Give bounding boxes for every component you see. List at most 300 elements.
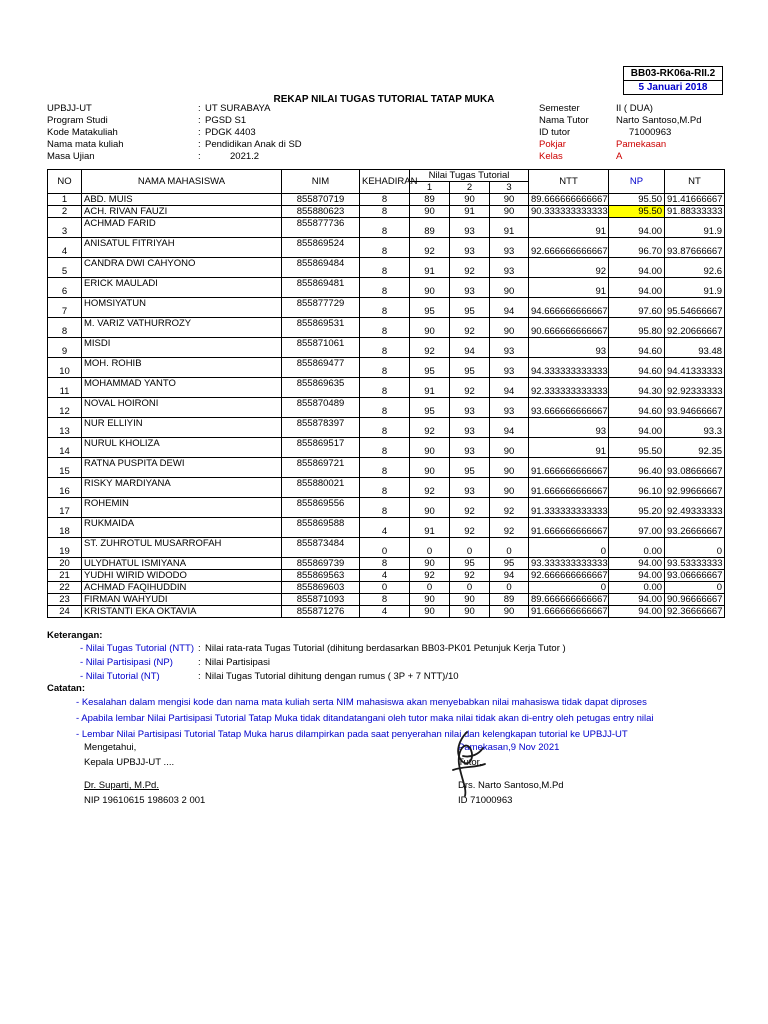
keterangan-text: Nilai rata-rata Tugas Tutorial (dihitung berdasarkan BB03-PK01 Petunjuk Kerja Tutor ): [205, 643, 566, 654]
info-right-label-2: ID tutor: [539, 127, 571, 138]
cell-nt: 93.87666667: [665, 238, 725, 258]
cell-task-1: 91: [410, 378, 450, 398]
info-right-label-4: Kelas: [539, 151, 563, 162]
cell-no: 12: [48, 398, 82, 418]
header-nim: NIM: [282, 170, 360, 194]
cell-np: 94.60: [609, 358, 665, 378]
cell-name: FIRMAN WAHYUDI: [82, 594, 282, 606]
cell-nt: 0: [665, 538, 725, 558]
cell-nim: 855877736: [282, 218, 360, 238]
cell-nt: 91.41666667: [665, 194, 725, 206]
cell-task-2: 90: [450, 594, 490, 606]
keterangan-colon: :: [198, 643, 201, 654]
cell-ntt: 92.333333333333: [529, 378, 609, 398]
cell-attendance: 8: [360, 258, 410, 278]
cell-task-2: 92: [450, 570, 490, 582]
cell-task-2: 0: [450, 582, 490, 594]
place-date: Pamekasan,9 Nov 2021: [458, 742, 560, 753]
cell-np: 96.40: [609, 458, 665, 478]
cell-task-2: 91: [450, 206, 490, 218]
keterangan-label: - Nilai Tutorial (NT): [80, 671, 160, 682]
cell-name: YUDHI WIRID WIDODO: [82, 570, 282, 582]
cell-ntt: 0: [529, 582, 609, 594]
cell-nt: 91.9: [665, 218, 725, 238]
cell-task-2: 94: [450, 338, 490, 358]
cell-task-3: 94: [490, 298, 529, 318]
cell-task-2: 93: [450, 478, 490, 498]
cell-name: CANDRA DWI CAHYONO: [82, 258, 282, 278]
info-colon: :: [198, 115, 201, 126]
cell-attendance: 8: [360, 498, 410, 518]
tutor-name: Drs. Narto Santoso,M.Pd: [458, 780, 564, 791]
catatan-item: - Kesalahan dalam mengisi kode dan nama mata kuliah serta NIM mahasiswa akan menyebabkan nilai mahasiswa tidak dapat diproses: [76, 697, 647, 708]
cell-np: 95.50: [609, 206, 665, 218]
cell-attendance: 8: [360, 206, 410, 218]
cell-task-2: 93: [450, 438, 490, 458]
cell-task-3: 94: [490, 378, 529, 398]
cell-nim: 855869588: [282, 518, 360, 538]
catatan-text: Kesalahan dalam mengisi kode dan nama mata kuliah serta NIM mahasiswa akan menyebabkan nilai mahasiswa tidak dapat diproses: [81, 697, 647, 708]
grade-table-body: [48, 194, 725, 618]
info-right-value-4: A: [616, 151, 623, 162]
cell-np: 94.00: [609, 594, 665, 606]
cell-np: 94.60: [609, 338, 665, 358]
cell-attendance: 0: [360, 538, 410, 558]
table-row: [48, 194, 725, 206]
cell-ntt: 94.333333333333: [529, 358, 609, 378]
cell-ntt: 93: [529, 338, 609, 358]
cell-task-3: 93: [490, 358, 529, 378]
cell-task-3: 90: [490, 194, 529, 206]
cell-ntt: 91.333333333333: [529, 498, 609, 518]
cell-attendance: 8: [360, 478, 410, 498]
cell-np: 94.60: [609, 398, 665, 418]
cell-task-3: 95: [490, 558, 529, 570]
cell-name: NUR ELLIYIN: [82, 418, 282, 438]
table-row: [48, 278, 725, 298]
cell-task-3: 90: [490, 318, 529, 338]
keterangan-colon: :: [198, 657, 201, 668]
cell-task-1: 90: [410, 318, 450, 338]
cell-attendance: 8: [360, 378, 410, 398]
header-task-3: 3: [490, 182, 529, 194]
cell-attendance: 8: [360, 218, 410, 238]
cell-attendance: 8: [360, 194, 410, 206]
cell-name: MISDI: [82, 338, 282, 358]
cell-task-1: 91: [410, 258, 450, 278]
cell-task-1: 0: [410, 582, 450, 594]
cell-no: 10: [48, 358, 82, 378]
cell-nim: 855869556: [282, 498, 360, 518]
cell-task-2: 93: [450, 218, 490, 238]
cell-ntt: 0: [529, 538, 609, 558]
table-row: [48, 606, 725, 618]
cell-task-1: 90: [410, 498, 450, 518]
cell-ntt: 91.666666666667: [529, 458, 609, 478]
cell-task-3: 91: [490, 218, 529, 238]
cell-attendance: 4: [360, 570, 410, 582]
table-row: [48, 518, 725, 538]
table-row: [48, 594, 725, 606]
cell-no: 8: [48, 318, 82, 338]
cell-nt: 92.20666667: [665, 318, 725, 338]
table-row: [48, 338, 725, 358]
cell-no: 4: [48, 238, 82, 258]
cell-ntt: 91.666666666667: [529, 478, 609, 498]
cell-ntt: 91.666666666667: [529, 518, 609, 538]
cell-ntt: 92: [529, 258, 609, 278]
cell-task-3: 90: [490, 478, 529, 498]
page-title: REKAP NILAI TUGAS TUTORIAL TATAP MUKA: [273, 94, 495, 105]
cell-name: ACHMAD FAQIHUDDIN: [82, 582, 282, 594]
document-code-box: [623, 66, 723, 95]
keterangan-label: - Nilai Partisipasi (NP): [80, 657, 173, 668]
cell-np: 94.30: [609, 378, 665, 398]
header-no: NO: [48, 170, 82, 194]
table-row: [48, 358, 725, 378]
cell-task-1: 92: [410, 238, 450, 258]
cell-no: 17: [48, 498, 82, 518]
keterangan-heading: Keterangan:: [47, 630, 103, 641]
cell-no: 9: [48, 338, 82, 358]
info-right-label-0: Semester: [539, 103, 580, 114]
cell-task-1: 95: [410, 398, 450, 418]
catatan-heading: Catatan:: [47, 683, 86, 694]
cell-np: 95.80: [609, 318, 665, 338]
cell-np: 96.70: [609, 238, 665, 258]
cell-nim: 855869603: [282, 582, 360, 594]
cell-name: MOHAMMAD YANTO: [82, 378, 282, 398]
cell-task-1: 95: [410, 358, 450, 378]
info-right-label-3: Pokjar: [539, 139, 566, 150]
cell-name: ST. ZUHROTUL MUSARROFAH: [82, 538, 282, 558]
header-task-1: 1: [410, 182, 450, 194]
cell-nim: 855873484: [282, 538, 360, 558]
header-ntt: NTT: [529, 170, 609, 194]
cell-np: 97.60: [609, 298, 665, 318]
cell-no: 7: [48, 298, 82, 318]
table-row: [48, 538, 725, 558]
tutor-id: ID 71000963: [458, 795, 513, 806]
cell-task-1: 92: [410, 418, 450, 438]
info-right-value-0: II ( DUA): [616, 103, 653, 114]
cell-task-2: 95: [450, 298, 490, 318]
cell-nt: 93.26666667: [665, 518, 725, 538]
table-row: [48, 478, 725, 498]
cell-task-2: 92: [450, 498, 490, 518]
cell-name: ANISATUL FITRIYAH: [82, 238, 282, 258]
cell-attendance: 4: [360, 518, 410, 538]
cell-np: 95.20: [609, 498, 665, 518]
cell-name: ABD. MUIS: [82, 194, 282, 206]
cell-np: 94.00: [609, 606, 665, 618]
cell-name: ULYDHATUL ISMIYANA: [82, 558, 282, 570]
table-row: [48, 418, 725, 438]
info-right-value-1: Narto Santoso,M.Pd: [616, 115, 702, 126]
cell-no: 23: [48, 594, 82, 606]
cell-attendance: 8: [360, 358, 410, 378]
cell-ntt: 90.333333333333: [529, 206, 609, 218]
cell-nt: 93.48: [665, 338, 725, 358]
head-name: Dr. Suparti, M.Pd.: [84, 780, 159, 791]
table-row: [48, 570, 725, 582]
cell-nt: 92.6: [665, 258, 725, 278]
cell-task-3: 93: [490, 238, 529, 258]
cell-task-1: 89: [410, 218, 450, 238]
info-colon: :: [198, 127, 201, 138]
cell-no: 2: [48, 206, 82, 218]
cell-name: MOH. ROHIB: [82, 358, 282, 378]
cell-nt: 92.35: [665, 438, 725, 458]
cell-ntt: 93.333333333333: [529, 558, 609, 570]
cell-nim: 855869739: [282, 558, 360, 570]
info-right-value-3: Pamekasan: [616, 139, 667, 150]
cell-task-2: 93: [450, 398, 490, 418]
keterangan-text: Nilai Tugas Tutorial dihitung dengan rumus ( 3P + 7 NTT)/10: [205, 671, 459, 682]
catatan-item: - Lembar Nilai Partisipasi Tutorial Tatap Muka harus dilampirkan pada saat penyerahan nilai dan kelengkapan tutorial ke UPBJJ-UT: [76, 729, 628, 740]
header-name: NAMA MAHASISWA: [82, 170, 282, 194]
cell-nim: 855880021: [282, 478, 360, 498]
cell-name: RATNA PUSPITA DEWI: [82, 458, 282, 478]
info-right-value-2: 71000963: [629, 127, 672, 138]
cell-task-3: 90: [490, 278, 529, 298]
cell-nt: 90.96666667: [665, 594, 725, 606]
head-title: Kepala UPBJJ-UT ....: [84, 757, 175, 768]
info-right-label-1: Nama Tutor: [539, 115, 589, 126]
cell-task-3: 0: [490, 538, 529, 558]
table-row: [48, 318, 725, 338]
cell-name: RISKY MARDIYANA: [82, 478, 282, 498]
cell-nim: 855869531: [282, 318, 360, 338]
info-colon: :: [198, 151, 201, 162]
cell-nt: 91.9: [665, 278, 725, 298]
document-code: BB03-RK06a-RII.2: [624, 67, 722, 81]
cell-name: ACH. RIVAN FAUZI: [82, 206, 282, 218]
cell-nim: 855869517: [282, 438, 360, 458]
cell-ntt: 94.666666666667: [529, 298, 609, 318]
cell-task-1: 92: [410, 570, 450, 582]
document-date: 5 Januari 2018: [638, 82, 708, 93]
cell-attendance: 8: [360, 458, 410, 478]
cell-nim: 855880623: [282, 206, 360, 218]
cell-nt: 93.53333333: [665, 558, 725, 570]
info-value-0: UT SURABAYA: [205, 103, 271, 114]
cell-task-1: 92: [410, 478, 450, 498]
cell-task-3: 93: [490, 338, 529, 358]
cell-no: 3: [48, 218, 82, 238]
cell-name: NOVAL HOIRONI: [82, 398, 282, 418]
cell-nt: 0: [665, 582, 725, 594]
cell-no: 22: [48, 582, 82, 594]
cell-ntt: 89.666666666667: [529, 594, 609, 606]
cell-task-3: 92: [490, 498, 529, 518]
cell-attendance: 0: [360, 582, 410, 594]
cell-np: 96.10: [609, 478, 665, 498]
cell-task-1: 0: [410, 538, 450, 558]
cell-ntt: 91.666666666667: [529, 606, 609, 618]
cell-nim: 855878397: [282, 418, 360, 438]
cell-task-2: 90: [450, 606, 490, 618]
cell-task-2: 93: [450, 418, 490, 438]
cell-nt: 92.49333333: [665, 498, 725, 518]
cell-task-1: 89: [410, 194, 450, 206]
header-np: NP: [609, 170, 665, 194]
cell-task-1: 91: [410, 518, 450, 538]
cell-name: NURUL KHOLIZA: [82, 438, 282, 458]
cell-task-3: 90: [490, 438, 529, 458]
grade-table: [47, 169, 725, 618]
cell-ntt: 92.666666666667: [529, 238, 609, 258]
cell-nt: 92.36666667: [665, 606, 725, 618]
cell-np: 94.00: [609, 258, 665, 278]
cell-task-1: 95: [410, 298, 450, 318]
cell-no: 19: [48, 538, 82, 558]
cell-nim: 855869524: [282, 238, 360, 258]
cell-task-3: 93: [490, 258, 529, 278]
table-row: [48, 238, 725, 258]
cell-task-3: 92: [490, 518, 529, 538]
cell-task-1: 90: [410, 438, 450, 458]
cell-nt: 92.99666667: [665, 478, 725, 498]
cell-no: 5: [48, 258, 82, 278]
header-task-2: 2: [450, 182, 490, 194]
cell-ntt: 93: [529, 418, 609, 438]
cell-nim: 855869721: [282, 458, 360, 478]
cell-attendance: 8: [360, 338, 410, 358]
cell-ntt: 91: [529, 438, 609, 458]
cell-attendance: 8: [360, 594, 410, 606]
cell-attendance: 8: [360, 438, 410, 458]
info-value-3: Pendidikan Anak di SD: [205, 139, 302, 150]
cell-ntt: 91: [529, 218, 609, 238]
cell-task-1: 90: [410, 206, 450, 218]
cell-name: ROHEMIN: [82, 498, 282, 518]
info-value-2: PDGK 4403: [205, 127, 256, 138]
cell-ntt: 90.666666666667: [529, 318, 609, 338]
cell-nt: 95.54666667: [665, 298, 725, 318]
cell-no: 21: [48, 570, 82, 582]
cell-name: ACHMAD FARID: [82, 218, 282, 238]
cell-nim: 855869484: [282, 258, 360, 278]
cell-nt: 93.3: [665, 418, 725, 438]
cell-np: 0.00: [609, 582, 665, 594]
cell-no: 15: [48, 458, 82, 478]
cell-nim: 855870489: [282, 398, 360, 418]
keterangan-colon: :: [198, 671, 201, 682]
tutor-role: Tutor,: [458, 757, 482, 768]
cell-task-2: 95: [450, 558, 490, 570]
cell-np: 0.00: [609, 538, 665, 558]
keterangan-label: - Nilai Tugas Tutorial (NTT): [80, 643, 195, 654]
table-row: [48, 458, 725, 478]
cell-nim: 855871093: [282, 594, 360, 606]
cell-name: RUKMAIDA: [82, 518, 282, 538]
cell-attendance: 8: [360, 318, 410, 338]
cell-attendance: 8: [360, 558, 410, 570]
cell-nim: 855870719: [282, 194, 360, 206]
cell-nt: 93.06666667: [665, 570, 725, 582]
cell-nt: 92.92333333: [665, 378, 725, 398]
cell-task-1: 90: [410, 458, 450, 478]
info-label-4: Masa Ujian: [47, 151, 95, 162]
catatan-text: Apabila lembar Nilai Partisipasi Tutorial Tatap Muka tidak ditandatangani oleh tutor maka nilai tidak akan di-entry oleh petugas entry nilai: [81, 713, 654, 724]
table-row: [48, 558, 725, 570]
cell-np: 94.00: [609, 558, 665, 570]
cell-no: 18: [48, 518, 82, 538]
cell-task-1: 90: [410, 594, 450, 606]
table-row: [48, 398, 725, 418]
cell-no: 20: [48, 558, 82, 570]
header-task-group: Nilai Tugas Tutorial: [410, 170, 529, 182]
cell-task-3: 0: [490, 582, 529, 594]
cell-no: 14: [48, 438, 82, 458]
cell-attendance: 4: [360, 606, 410, 618]
catatan-item: - Apabila lembar Nilai Partisipasi Tutorial Tatap Muka tidak ditandatangani oleh tutor maka nilai tidak akan di-entry oleh petugas entry nilai: [76, 713, 654, 724]
cell-np: 95.50: [609, 438, 665, 458]
cell-no: 24: [48, 606, 82, 618]
cell-task-2: 92: [450, 318, 490, 338]
info-label-1: Program Studi: [47, 115, 108, 126]
cell-np: 94.00: [609, 278, 665, 298]
cell-nt: 91.88333333: [665, 206, 725, 218]
cell-task-1: 90: [410, 558, 450, 570]
info-colon: :: [198, 103, 201, 114]
tutor-signature: [445, 730, 491, 800]
header-nt: NT: [665, 170, 725, 194]
cell-task-3: 90: [490, 606, 529, 618]
table-row: [48, 378, 725, 398]
acknowledge-label: Mengetahui,: [84, 742, 137, 753]
cell-attendance: 8: [360, 398, 410, 418]
cell-ntt: 92.666666666667: [529, 570, 609, 582]
header-attendance: KEHADIRAN: [360, 170, 410, 194]
cell-attendance: 8: [360, 298, 410, 318]
cell-np: 94.00: [609, 218, 665, 238]
cell-task-3: 90: [490, 458, 529, 478]
cell-name: HOMSIYATUN: [82, 298, 282, 318]
cell-task-2: 92: [450, 518, 490, 538]
cell-np: 94.00: [609, 418, 665, 438]
keterangan-text: Nilai Partisipasi: [205, 657, 270, 668]
table-row: [48, 582, 725, 594]
info-value-4: 2021.2: [230, 151, 260, 162]
info-label-2: Kode Matakuliah: [47, 127, 118, 138]
cell-no: 6: [48, 278, 82, 298]
table-row: [48, 258, 725, 278]
info-label-0: UPBJJ-UT: [47, 103, 92, 114]
cell-task-2: 90: [450, 194, 490, 206]
cell-attendance: 8: [360, 238, 410, 258]
cell-no: 13: [48, 418, 82, 438]
cell-task-3: 94: [490, 570, 529, 582]
catatan-text: Lembar Nilai Partisipasi Tutorial Tatap Muka harus dilampirkan pada saat penyerahan nilai dan kelengkapan tutorial ke UPBJJ-UT: [81, 729, 628, 740]
cell-task-1: 90: [410, 278, 450, 298]
cell-task-2: 92: [450, 378, 490, 398]
cell-nim: 855871061: [282, 338, 360, 358]
cell-ntt: 93.666666666667: [529, 398, 609, 418]
cell-task-2: 92: [450, 258, 490, 278]
cell-np: 95.50: [609, 194, 665, 206]
cell-attendance: 8: [360, 418, 410, 438]
cell-nim: 855877729: [282, 298, 360, 318]
cell-ntt: 91: [529, 278, 609, 298]
cell-task-3: 94: [490, 418, 529, 438]
cell-attendance: 8: [360, 278, 410, 298]
info-value-1: PGSD S1: [205, 115, 247, 126]
cell-nt: 93.08666667: [665, 458, 725, 478]
cell-task-2: 93: [450, 238, 490, 258]
cell-name: KRISTANTI EKA OKTAVIA: [82, 606, 282, 618]
